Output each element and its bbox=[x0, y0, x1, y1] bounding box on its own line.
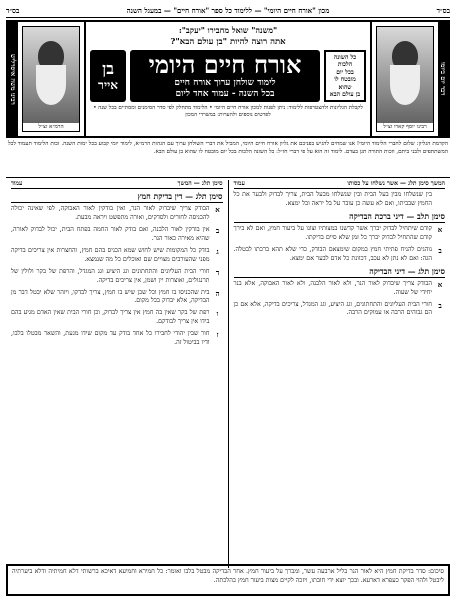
badge-line: בכל יום bbox=[336, 68, 354, 76]
seif-text: נוהגים להניח פתיתי חמץ במקום שימצאם הבודק, כדי שלא תהא ברכתו לבטלה. הגה: ואם לא נתן לא עכב, דכוונת כל אדם לבער אם ימצא. bbox=[233, 245, 432, 262]
seif-text: אין בודקין לאור הלבנה, ואם בודק לאור החמה בפתח הבית, יכול לבדוק לאורה, שהיא מאירה כאור הנר. bbox=[11, 225, 210, 242]
seif-paragraph bbox=[234, 246, 446, 264]
seif-paragraph bbox=[234, 301, 446, 319]
seif-number: ג bbox=[216, 246, 219, 256]
seif-number: ה bbox=[215, 288, 220, 298]
month-name: אייר bbox=[98, 78, 118, 92]
text-column bbox=[229, 180, 451, 568]
seif-number: ז bbox=[216, 330, 219, 340]
seif-paragraph bbox=[234, 191, 446, 209]
seif-number bbox=[435, 191, 445, 209]
scroll-right bbox=[370, 22, 448, 136]
siman-heading: סימן תלג — דין בדיקת חמץ bbox=[11, 192, 223, 203]
seif-number: ב bbox=[215, 225, 220, 235]
page-title: אורח חיים היומי bbox=[148, 50, 302, 79]
seif-paragraph bbox=[11, 205, 223, 223]
badge-line: מובטח לו bbox=[334, 76, 356, 83]
month-box bbox=[90, 50, 126, 102]
seif-text: קודם שיתחיל לבדוק יברך אשר קדשנו במצותיו וצונו על ביעור חמץ, ואם לא בירך קודם שהתחיל לבדוק יברך כל זמן שלא סיים בדיקתו. bbox=[233, 224, 432, 241]
seif-paragraph bbox=[11, 309, 223, 327]
seif-number: ו bbox=[216, 309, 219, 319]
month-ben: בן bbox=[102, 59, 114, 78]
footer-summary: סיכום: סדר בדיקת חמץ היא לאור הנר בליל ארבעה עשר, ומברך על ביעור חמץ. אחר הבדיקה מבטל בלבו ואומר: כל חמירא וחמיעא דאיכא ברשותי דלא חמיתיה ודלא ביערתיה ליבטל ולהוי הפקר כעפרא דארעא. ובכך יוצא ידי חובתו, ויזכה לקיים מצות ביעור חמץ כהלכתה. bbox=[6, 564, 450, 596]
seif-text: חור שבין יהודי לחבירו כל אחד בודק עד מקום שידו מגעת, והשאר מבטלו בלבו, ודיו בביטול זה. bbox=[11, 330, 210, 347]
siman-heading: סימן תלג — דיני הבדיקה bbox=[234, 267, 446, 278]
title-banner bbox=[130, 50, 320, 102]
page-subtitle: לימוד שולחן ערוך אורח חיים bbox=[174, 78, 276, 88]
seif-text: בודק כל המקומות שיש לחוש שמא הכניס בהם חמץ, והחצרות אין צריכים בדיקה מפני שהעורבים מצויים שם ואוכלים כל מה שנמצא. bbox=[11, 246, 210, 263]
portrait-left-beard bbox=[36, 65, 66, 105]
column-header bbox=[11, 180, 223, 189]
text-columns bbox=[6, 180, 450, 568]
seif-paragraph bbox=[11, 268, 223, 286]
masthead bbox=[6, 20, 450, 138]
seif-paragraph bbox=[234, 225, 446, 243]
seif-text: רפת של בקר שאין בה חמץ אין צריך לבדוק, וכן חורי הבית שאין האדם מגיע בהם בידו אין צריך לבודקם. bbox=[11, 309, 210, 326]
seif-number: א bbox=[437, 224, 443, 234]
portrait-right-caption: רבינו יוסף קארו זצ״ל bbox=[377, 123, 433, 131]
portrait-right-beard bbox=[390, 65, 420, 105]
seif-paragraph bbox=[11, 247, 223, 265]
preface: הקדמת הגליון: שלום לחברי הלימוד היומי! אנו שמחים להגיש בפניכם את גליון אורח חיים היומי, המכיל את דברי השולחן ערוך עם הגהות הרמ״א, לימוד יומי קבוע בכל ימות השנה. זכות הלימוד תעמוד לכל המשתתפים ולבני ביתם, וזכות התורה תגן בעדם. לימוד זה הוא על פי דברי חז״ל: כל השונה הלכות בכל יום מובטח לו שהוא בן עולם הבא. bbox=[6, 140, 450, 178]
column-header bbox=[234, 180, 446, 189]
badge-line: בן עולם הבא bbox=[329, 91, 361, 98]
seif-paragraph bbox=[234, 280, 446, 298]
top-strip bbox=[6, 4, 450, 18]
seif-text: הבודק צריך שיבדוק לאור הנר, ואין בודקין לאור האבוקה, לפי שאינה יכולה להכניסה לחורים ולסדקים, ואורה מתפשט ויראה מבעת. bbox=[11, 205, 210, 221]
scroll-right-rod: דבר יום ביומו bbox=[438, 22, 448, 136]
badge-line: הלכות bbox=[337, 61, 353, 68]
badge-box bbox=[324, 50, 366, 102]
column-header-page: עמוד bbox=[11, 180, 23, 187]
seif-number: ד bbox=[215, 267, 220, 277]
top-strip-right: בס״ד bbox=[436, 6, 450, 15]
column-header-title: המשך סימן תלג — אשר נשלחו על כסותו bbox=[347, 180, 445, 187]
tag-line-2: אתה רוצה להיות "בן עולם הבא"? bbox=[170, 37, 286, 47]
header-info: לקבלת הגליונות ולהצטרפות ללימוד: ניתן לפנות למכון אורח חיים היומי • הלימוד מתחלק לפי סדר הסימנים ומסתיים בכל שנה • לפרטים נוספים ולהערות: במשרדי המכון bbox=[93, 105, 363, 119]
title-row bbox=[90, 50, 366, 102]
seif-text: חורי הבית העליונים והתחתונים וגג היציע וגג המגדל, והרפת של בקר ולולין של תרנגולים, ואוצרות יין ושמן, אין צריכים בדיקה. bbox=[11, 267, 210, 284]
scroll-left bbox=[8, 22, 86, 136]
portrait-left-caption: הרמ״א זצ״ל bbox=[23, 123, 79, 131]
page-subtitle-2: בכל השנה - עמוד אחד ליום bbox=[175, 89, 275, 99]
scroll-left-rod: רבינו משה איסרליש bbox=[8, 22, 18, 136]
seif-number: א bbox=[215, 205, 220, 214]
seif-text: בית שהכניסו בו חמץ וכל שכן שיש בו חמץ, צריך לבדקו, ויזהר שלא יבטל דבר מן הבדיקה, אלא יבדוק בכל מקום. bbox=[11, 288, 210, 305]
column-header-title: סימן תלג — המשך bbox=[177, 180, 223, 187]
seif-paragraph bbox=[11, 289, 223, 307]
column-header-page: עמוד bbox=[233, 180, 245, 187]
seif-text: הבודק צריך שיבדוק לאור הנר, ולא לאור הלבנה, ולא לאור האבוקה, אלא בנר יחידי של שעוה. bbox=[233, 279, 432, 296]
badge-line: שהוא bbox=[338, 83, 352, 91]
seif-paragraph bbox=[11, 330, 223, 348]
masthead-center bbox=[86, 22, 370, 136]
seif-number: ב bbox=[438, 300, 442, 310]
badge-line: כל השונה bbox=[333, 53, 357, 61]
portrait-right bbox=[376, 26, 434, 132]
top-strip-center: מכון "אורח חיים היומי" — ללימוד כל ספר "אורח חיים" — במעגל השנה bbox=[126, 6, 330, 15]
text-column bbox=[6, 180, 229, 568]
tag-line: "משנה" שואל מחבירו "יעקב": bbox=[178, 25, 278, 35]
seif-paragraph bbox=[11, 226, 223, 244]
top-strip-left: בס״ד bbox=[6, 6, 20, 15]
portrait-left bbox=[22, 26, 80, 132]
seif-text: חורי הבית העליונים והתחתונים, וגג היציע, וגג המגדל, צריכים בדיקה, אלא אם כן הם גבוהים הרבה או עמוקים הרבה. bbox=[233, 300, 432, 317]
seif-number: א bbox=[437, 279, 443, 289]
seif-number: ב bbox=[438, 245, 442, 255]
siman-heading: סימן תלב — דיני ברכת הבדיקה bbox=[234, 212, 446, 223]
seif-text: בין שנשלחו מבין בעל הבית ובין שנשלחו מבעל הבית, צריך לבדוק ולבער את כל החמץ שבביתו, ואם לא עשה כן עובר על בל יראה ובל ימצא. bbox=[233, 191, 432, 207]
